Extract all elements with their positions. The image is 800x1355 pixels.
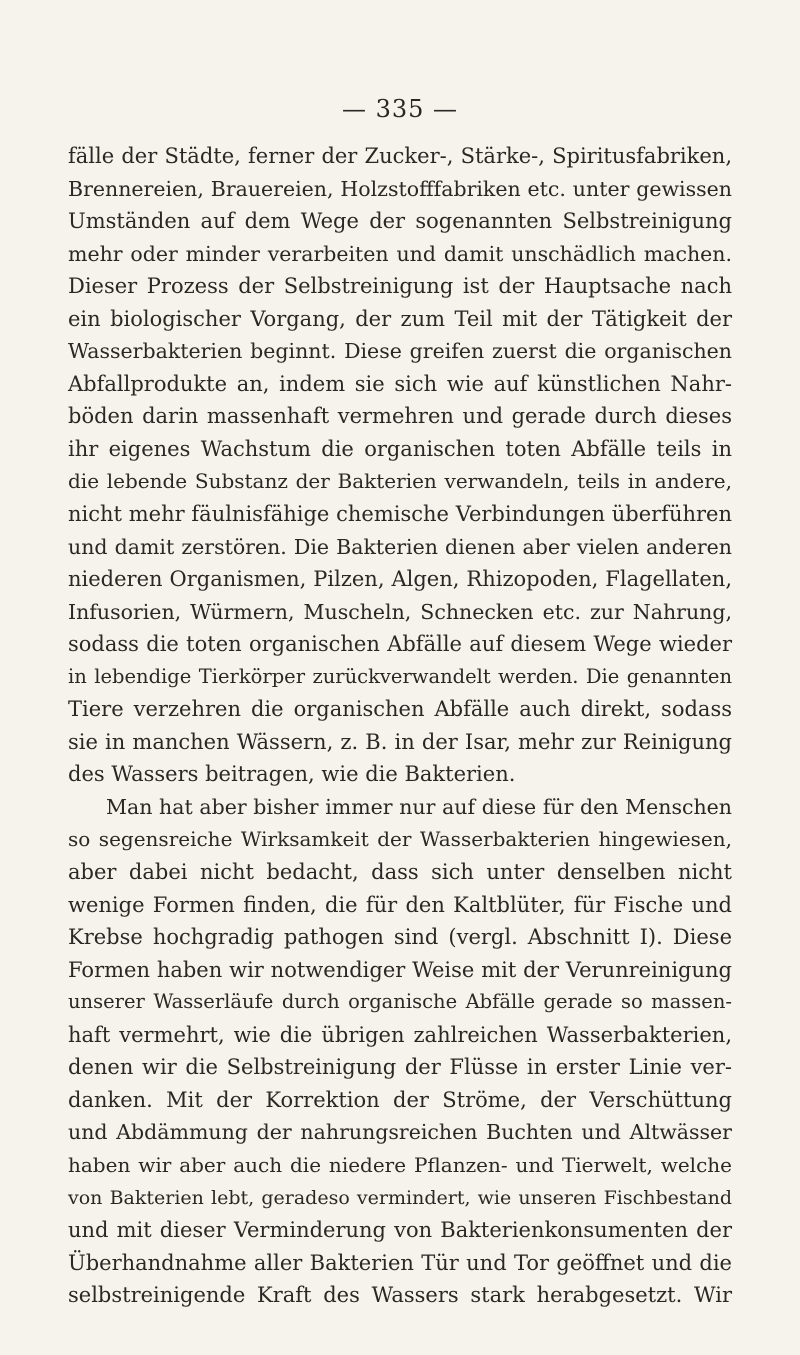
text-line: ein biologischer Vorgang, der zum Teil mit der Tätigkeit der <box>68 306 732 331</box>
page-number: — 335 — <box>341 95 459 123</box>
text-line: Wasserbakterien beginnt. Diese greifen zuerst die organischen <box>68 339 732 364</box>
text-line: Man hat aber bisher immer nur auf diese für den Menschen <box>106 794 732 819</box>
text-line: nicht mehr fäulnisfähige chemische Verbindungen überführen <box>68 502 732 527</box>
text-line: und Abdämmung der nahrungsreichen Buchten und Altwässer <box>68 1120 732 1145</box>
text-line: denen wir die Selbstreinigung der Flüsse in erster Linie ver- <box>68 1055 732 1080</box>
text-line: sie in manchen Wässern, z. B. in der Isar, mehr zur Reinigung <box>68 729 732 754</box>
text-line: fälle der Städte, ferner der Zucker-, Stärke-, Spiritusfabriken, <box>68 144 732 168</box>
text-line: mehr oder minder verarbeiten und damit unschädlich machen. <box>68 241 732 266</box>
paragraph-1 <box>68 140 732 791</box>
text-line: und damit zerstören. Die Bakterien dienen aber vielen anderen <box>68 534 732 559</box>
text-line: Abfallprodukte an, indem sie sich wie auf künstlichen Nahr- <box>68 371 732 396</box>
text-line: wenige Formen finden, die für den Kaltblüter, für Fische und <box>68 892 732 917</box>
text-line: selbstreinigende Kraft des Wassers stark herabgesetzt. Wir <box>68 1283 732 1308</box>
text-line: von Bakterien lebt, geradeso vermindert, wie unseren Fischbestand <box>68 1186 732 1209</box>
text-line: haben wir aber auch die niedere Pflanzen- und Tierwelt, welche <box>68 1152 732 1177</box>
text-line: Formen haben wir notwendiger Weise mit der Verunreinigung <box>68 957 732 982</box>
text-line: Überhandnahme aller Bakterien Tür und Tor geöffnet und die <box>68 1250 732 1275</box>
text-line: danken. Mit der Korrektion der Ströme, der Verschüttung <box>68 1087 732 1112</box>
text-line: Brennereien, Brauereien, Holzstofffabriken etc. unter gewissen <box>68 176 732 201</box>
text-line: in lebendige Tierkörper zurückverwandelt werden. Die genannten <box>68 664 732 688</box>
paragraph-2 <box>68 791 732 1312</box>
text-line: so segensreiche Wirksamkeit der Wasserbakterien hingewiesen, <box>68 827 732 852</box>
text-line: sodass die toten organischen Abfälle auf diesem Wege wieder <box>68 632 732 657</box>
text-line: böden darin massenhaft vermehren und gerade durch dieses <box>68 404 732 429</box>
text-line: Umständen auf dem Wege der sogenannten Selbstreinigung <box>68 209 732 234</box>
text-line: des Wassers beitragen, wie die Bakterien. <box>68 762 516 787</box>
text-line: und mit dieser Verminderung von Bakterienkonsumenten der <box>68 1218 732 1243</box>
text-line: unserer Wasserläufe durch organische Abfälle gerade so massen- <box>68 990 732 1014</box>
text-line: ihr eigenes Wachstum die organischen toten Abfälle teils in <box>68 436 732 461</box>
text-line: Dieser Prozess der Selbstreinigung ist der Hauptsache nach <box>68 274 732 299</box>
text-line: die lebende Substanz der Bakterien verwandeln, teils in andere, <box>68 469 732 494</box>
text-line: haft vermehrt, wie die übrigen zahlreichen Wasserbakterien, <box>68 1022 732 1047</box>
text-line: Infusorien, Würmern, Muscheln, Schnecken etc. zur Nahrung, <box>68 599 732 624</box>
text-line: Tiere verzehren die organischen Abfälle auch direkt, sodass <box>68 697 732 722</box>
body-text <box>68 140 732 1312</box>
text-line: aber dabei nicht bedacht, dass sich unter denselben nicht <box>68 860 732 885</box>
text-line: niederen Organismen, Pilzen, Algen, Rhizopoden, Flagellaten, <box>68 567 732 592</box>
text-line: Krebse hochgradig pathogen sind (vergl. Abschnitt I). Diese <box>68 925 732 950</box>
